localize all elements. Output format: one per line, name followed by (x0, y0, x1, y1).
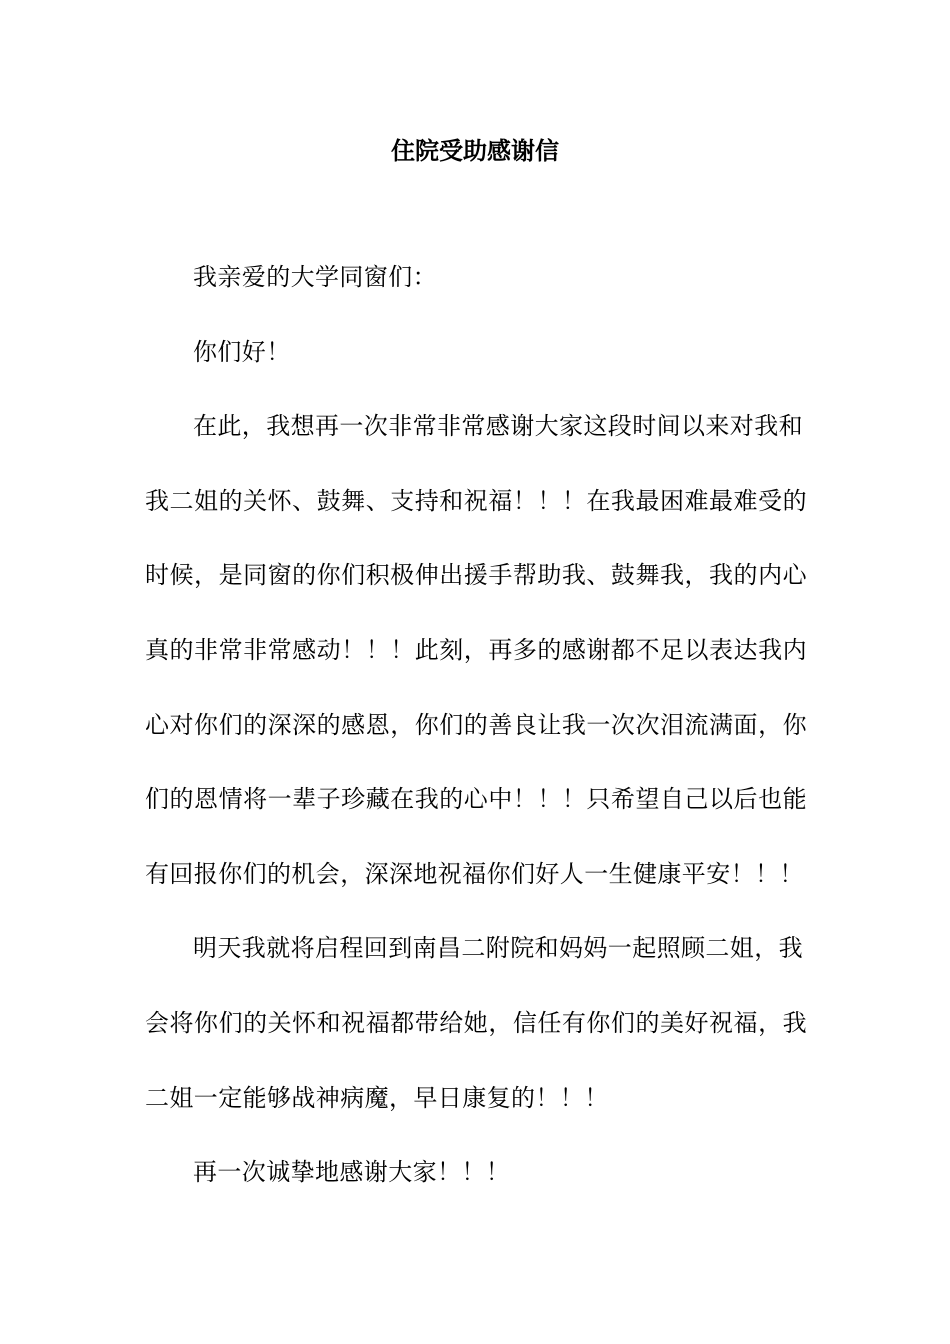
salutation: 我亲爱的大学同窗们： (193, 263, 437, 291)
paragraph1-line-1: 在此，我想再一次非常非常感谢大家这段时间以来对我和 (193, 412, 803, 440)
paragraph1-line-7: 有回报你们的机会，深深地祝福你们好人一生健康平安！！！ (145, 860, 804, 888)
paragraph1-line-3: 时候，是同窗的你们积极伸出援手帮助我、鼓舞我，我的内心 (145, 561, 807, 589)
greeting: 你们好！ (193, 338, 291, 366)
paragraph1-line-5: 心对你们的深深的感恩，你们的善良让我一次次泪流满面，你 (145, 711, 807, 739)
paragraph1-line-6: 们的恩情将一辈子珍藏在我的心中！！！只希望自己以后也能 (145, 785, 807, 813)
paragraph2-line-3: 二姐一定能够战神病魔，早日康复的！！！ (145, 1084, 609, 1112)
document-title: 住院受助感谢信 (391, 136, 559, 165)
closing-line: 再一次诚挚地感谢大家！！！ (193, 1158, 511, 1186)
paragraph1-line-4: 真的非常非常感动！！！此刻，再多的感谢都不足以表达我内 (145, 636, 807, 664)
paragraph1-line-2: 我二姐的关怀、鼓舞、支持和祝福！！！在我最困难最难受的 (145, 487, 807, 515)
paragraph2-line-1: 明天我就将启程回到南昌二附院和妈妈一起照顾二姐，我 (193, 934, 803, 962)
paragraph2-line-2: 会将你们的关怀和祝福都带给她，信任有你们的美好祝福，我 (145, 1009, 807, 1037)
